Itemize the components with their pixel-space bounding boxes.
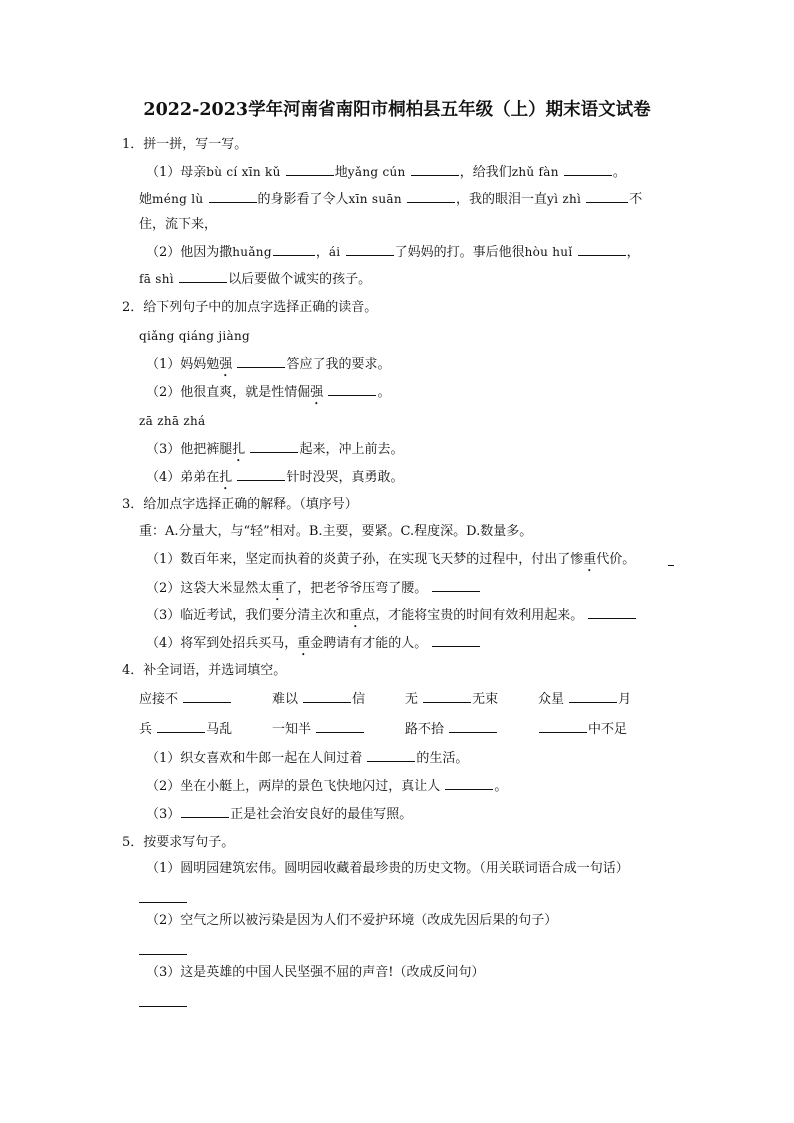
- answer-blank[interactable]: [586, 190, 628, 203]
- q2-text: （1）妈妈勉: [146, 357, 220, 372]
- q2-options-2: zā zhā zhá: [139, 414, 206, 428]
- word-text: 兵: [139, 722, 153, 737]
- q1-label: 1．拼一拼，写一写。: [122, 137, 248, 152]
- q2-text: （2）他很直爽，就是性情倔: [146, 385, 311, 400]
- q3-text: （1）数百年来，坚定而执着的炎黄子孙，在实现飞天梦的过程中，付出了惨: [146, 552, 584, 567]
- pinyin: bù cí xīn kǔ: [206, 165, 281, 179]
- answer-blank[interactable]: [237, 355, 285, 368]
- q2-text: 答应了我的要求。: [286, 357, 391, 372]
- word-text: 路不拾: [405, 722, 445, 737]
- answer-blank[interactable]: [423, 690, 471, 703]
- answer-blank[interactable]: [181, 805, 229, 818]
- q4-item-3: [146, 805, 412, 824]
- pinyin: yì zhì: [547, 192, 582, 206]
- answer-blank[interactable]: [286, 163, 334, 176]
- q2-item-1: [146, 355, 390, 380]
- answer-blank[interactable]: [328, 383, 376, 396]
- q2-item-3: [146, 440, 403, 465]
- answer-blank[interactable]: [367, 749, 415, 762]
- q4-text: 的生活。: [416, 751, 469, 766]
- q4-text: 正是社会治安良好的最佳写照。: [230, 807, 413, 822]
- q2-text: （3）他把裤腿: [146, 442, 233, 457]
- answer-blank[interactable]: [411, 163, 459, 176]
- answer-blank[interactable]: [316, 720, 364, 733]
- word-item: [405, 690, 498, 709]
- word-text: 马乱: [206, 722, 233, 737]
- word-text: 月: [618, 692, 632, 707]
- q3-item-1: [146, 551, 635, 575]
- q3-text: （2）这袋大米显然太: [146, 581, 272, 596]
- dotted-char: 扎: [232, 442, 246, 457]
- q3-text: （3）临近考试，我们要分清主次和: [146, 608, 350, 623]
- q1-text: 不: [629, 192, 643, 207]
- q3-text: 了，把老爷爷压弯了腰。: [284, 581, 428, 596]
- q1-text: 了妈妈的打。事后他很: [394, 245, 525, 260]
- q4-text: （1）织女喜欢和牛郎一起在人间过着: [146, 751, 363, 766]
- q2-text: 。: [377, 385, 391, 400]
- answer-blank[interactable]: [346, 243, 394, 256]
- q3-item-2: [146, 579, 481, 604]
- answer-blank[interactable]: [539, 720, 587, 733]
- answer-line[interactable]: [139, 992, 187, 1007]
- q1-text: 。: [612, 165, 626, 180]
- q5-label: 5．按要求写句子。: [122, 835, 235, 850]
- pinyin: hòu huǐ: [524, 245, 573, 259]
- pinyin: zhǔ fàn: [511, 165, 559, 179]
- q3-text: 代价。: [596, 552, 636, 567]
- pinyin: xīn suān: [348, 192, 402, 206]
- dotted-char: 扎: [219, 470, 233, 485]
- answer-blank[interactable]: [449, 720, 497, 733]
- q1-line4: [146, 243, 640, 262]
- q2-text: 针时没哭，真勇敢。: [286, 470, 404, 485]
- q4-label: 4．补全词语，并选词填空。: [122, 663, 287, 678]
- word-text: 信: [352, 692, 366, 707]
- q5-item-1: （1）圆明园建筑宏伟。圆明园收藏着最珍贵的历史文物。（用关联词语合成一句话）: [146, 861, 629, 876]
- q4-text: （3）: [146, 807, 181, 822]
- pinyin: huǎng: [232, 245, 272, 259]
- dotted-char: 强: [310, 385, 324, 400]
- q1-text: ，: [315, 245, 329, 260]
- answer-blank[interactable]: [445, 777, 493, 790]
- answer-blank[interactable]: [578, 243, 626, 256]
- q1-text: （2）他因为撒: [146, 245, 233, 260]
- q2-item-2: [146, 383, 390, 408]
- page-title: 2022-2023学年河南省南阳市桐柏县五年级（上）期末语文试卷: [143, 100, 651, 120]
- answer-blank[interactable]: [432, 634, 480, 647]
- word-text: 无: [405, 692, 419, 707]
- dotted-char: 重: [271, 581, 285, 596]
- answer-blank[interactable]: [183, 690, 231, 703]
- word-text: 中不足: [588, 722, 628, 737]
- word-text: 无束: [472, 692, 499, 707]
- dotted-char: 重: [349, 608, 363, 623]
- answer-blank[interactable]: [432, 579, 480, 592]
- q1-line3: 住，流下来，: [139, 217, 218, 232]
- q1-line5: [139, 270, 371, 289]
- dotted-char: 重: [583, 552, 597, 567]
- q5-item-2: （2）空气之所以被污染是因为人们不爱护环境（改成先因后果的句子）: [146, 913, 558, 928]
- answer-blank[interactable]: [303, 690, 351, 703]
- q1-line2: [139, 190, 642, 209]
- q4-text: （2）坐在小艇上，两岸的景色飞快地闪过，真让人: [146, 779, 441, 794]
- q2-text: 起来，冲上前去。: [299, 442, 404, 457]
- answer-blank[interactable]: [569, 690, 617, 703]
- q1-text: ，我的眼泪一直: [456, 192, 548, 207]
- q2-label: 2．给下列句子中的加点字选择正确的读音。: [122, 300, 378, 315]
- answer-blank[interactable]: [179, 270, 227, 283]
- pinyin: ái: [328, 245, 341, 259]
- q1-text: （1）母亲: [146, 165, 207, 180]
- q1-text: 以后要做个诚实的孩子。: [228, 272, 372, 287]
- q1-text: ，给我们: [459, 165, 512, 180]
- q2-item-4: [146, 468, 403, 493]
- word-text: 应接不: [139, 692, 179, 707]
- word-item: [272, 720, 365, 739]
- q1-line1: [146, 163, 626, 182]
- answer-blank[interactable]: [250, 440, 298, 453]
- dotted-char: 重: [297, 636, 311, 651]
- pinyin: yǎng cún: [347, 165, 406, 179]
- word-item: [405, 720, 498, 739]
- q1-text: ，: [626, 245, 640, 260]
- q1-text: 的身影看了令人: [257, 192, 349, 207]
- q3-text: 金聘请有才能的人。: [310, 636, 428, 651]
- q3-text: （4）将军到处招兵买马，: [146, 636, 298, 651]
- q2-options-1: qiǎng qiáng jiàng: [139, 329, 251, 343]
- pinyin: fā shì: [139, 272, 174, 286]
- word-text: 众星: [538, 692, 565, 707]
- q3-item-4: [146, 634, 481, 659]
- word-item: [538, 720, 627, 739]
- word-text: 难以: [272, 692, 299, 707]
- q4-item-1: [146, 749, 468, 768]
- q1-text: 她: [139, 192, 153, 207]
- q4-item-2: [146, 777, 507, 796]
- answer-blank[interactable]: [209, 190, 257, 203]
- word-text: 一知半: [272, 722, 312, 737]
- q3-label: 3．给加点字选择正确的解释。（填序号）: [122, 497, 358, 512]
- answer-blank[interactable]: [237, 468, 285, 481]
- q2-text: （4）弟弟在: [146, 470, 220, 485]
- word-item: [272, 690, 365, 709]
- answer-blank[interactable]: [273, 243, 315, 256]
- answer-blank[interactable]: [564, 163, 612, 176]
- word-item: [139, 720, 232, 739]
- q3-item-3: [146, 606, 637, 631]
- answer-blank[interactable]: [668, 551, 674, 566]
- q3-definition: 重：A.分量大，与“轻”相对。B.主要，要紧。C.程度深。D.数量多。: [139, 524, 533, 539]
- q1-text: 地: [334, 165, 348, 180]
- word-item: [538, 690, 631, 709]
- q5-item-3: （3）这是英雄的中国人民坚强不屈的声音!（改成反问句）: [146, 965, 485, 980]
- answer-line[interactable]: [139, 888, 187, 903]
- q3-text: 点，才能将宝贵的时间有效利用起来。: [362, 608, 584, 623]
- dotted-char: 强: [219, 357, 233, 372]
- q4-text: 。: [494, 779, 508, 794]
- answer-line[interactable]: [139, 940, 187, 955]
- word-item: [139, 690, 232, 709]
- answer-blank[interactable]: [407, 190, 455, 203]
- pinyin: méng lù: [152, 192, 204, 206]
- answer-blank[interactable]: [588, 606, 636, 619]
- answer-blank[interactable]: [157, 720, 205, 733]
